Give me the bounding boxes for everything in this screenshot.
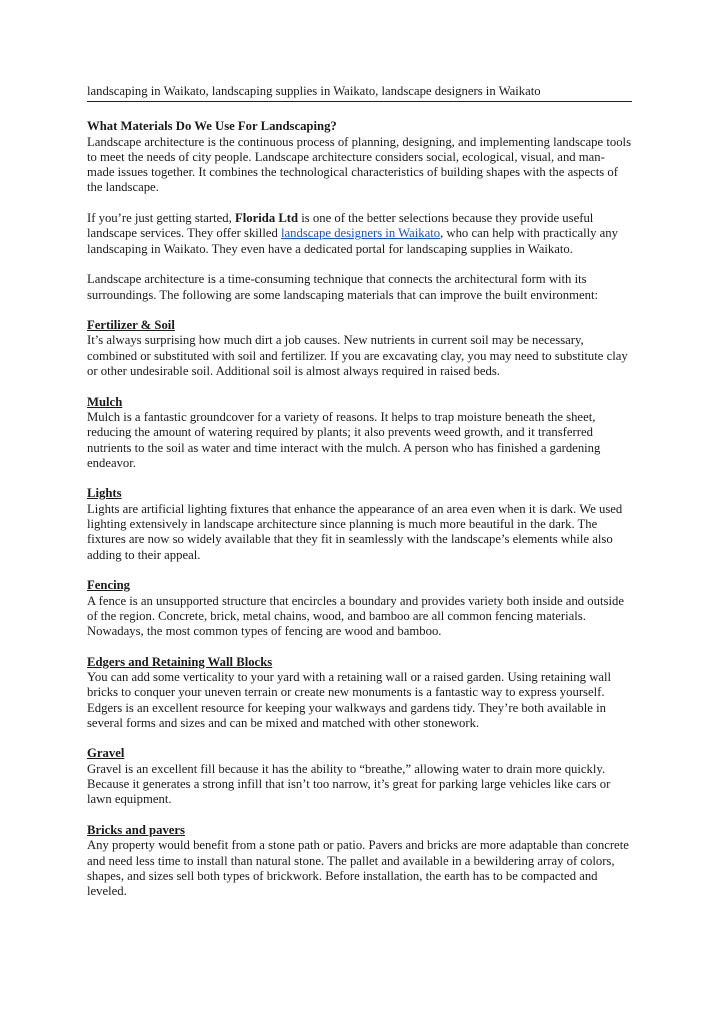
section-mulch [87, 395, 632, 471]
section-body: It’s always surprising how much dirt a job causes. New nutrients in current soil may be necessary, combined or substituted with soil and fertilizer. If you are excavating clay, you may need to substitute clay or other undesirable soil. Additional soil is almost always required in raised beds. [87, 333, 628, 379]
p2-text-middle: is one of the better selections because they provide useful landscape services. They offer skilled [87, 211, 594, 241]
intro-paragraph-2 [87, 211, 632, 257]
p2-text-after: , who can help with practically any landscaping in Waikato. They even have a dedicated portal for landscaping supplies in Waikato. [87, 226, 618, 256]
p2-text-before: If you’re just getting started, [87, 211, 235, 226]
section-body: Gravel is an excellent fill because it has the ability to “breathe,” allowing water to drain more quickly. Because it generates a strong infill that isn’t too narrow, it’s great for parking large vehicles like cars or lawn equipment. [87, 761, 611, 807]
landscape-designers-link[interactable]: landscape designers in Waikato [281, 226, 441, 241]
section-body: Any property would benefit from a stone path or patio. Pavers and bricks are more adaptable than concrete and need less time to install than natural stone. The pallet and available in a bewildering array of colors, shapes, and sizes sell both types of brickwork. Before installation, the earth has to be compacted and leveled. [87, 838, 629, 899]
section-gravel [87, 746, 632, 807]
section-title: Lights [87, 486, 122, 501]
section-title: Fencing [87, 578, 130, 593]
section-fencing [87, 578, 632, 639]
section-title: Gravel [87, 746, 125, 761]
section-title: Fertilizer & Soil [87, 318, 175, 333]
section-bricks-pavers [87, 823, 632, 899]
section-title: Edgers and Retaining Wall Blocks [87, 654, 273, 669]
section-title: Bricks and pavers [87, 822, 185, 837]
section-edgers-retaining-wall [87, 655, 632, 731]
section-body: A fence is an unsupported structure that encircles a boundary and provides variety both inside and outside of the region. Concrete, brick, metal chains, wood, and bamboo are all common fencing materials. Nowadays, the most common types of fencing are wood and bamboo. [87, 593, 624, 639]
intro-paragraph-1: Landscape architecture is the continuous process of planning, designing, and implementing landscape tools to meet the needs of city people. Landscape architecture considers social, ecological, visual, and man-made issues together. It combines the technological characteristics of building shapes with the aspects of the landscape. [87, 134, 632, 195]
intro-heading: What Materials Do We Use For Landscaping? [87, 119, 337, 134]
section-title: Mulch [87, 394, 123, 409]
section-body: Mulch is a fantastic groundcover for a variety of reasons. It helps to trap moisture beneath the sheet, reducing the amount of watering required by plants; it also prevents weed growth, and it transferred nutrients to the soil as water and time interact with the mulch. A person who has finished a gardening endeavor. [87, 409, 601, 470]
section-body: You can add some verticality to your yard with a retaining wall or a raised garden. Using retaining wall bricks to conquer your uneven terrain or create new monuments is a fantastic way to express yourself. Edgers is an excellent resource for keeping your walkways and gardens tidy. They’re both available in several forms and sizes and can be mixed and matched with other stonework. [87, 669, 612, 730]
document-page [87, 84, 632, 915]
intro-paragraph-3: Landscape architecture is a time-consuming technique that connects the architectural form with its surroundings. The following are some landscaping materials that can improve the built environment: [87, 272, 599, 302]
company-name: Florida Ltd [234, 211, 299, 226]
section-body: Lights are artificial lighting fixtures that enhance the appearance of an area even when it is dark. We used lighting extensively in landscape architecture since planning is much more beautiful in the dark. The fixtures are now so widely available that they fit in seamlessly with the landscape’s elements while also adding to their appeal. [87, 501, 623, 562]
section-lights [87, 486, 632, 562]
section-fertilizer-soil [87, 318, 632, 379]
document-header: landscaping in Waikato, landscaping supplies in Waikato, landscape designers in Waikato [87, 84, 632, 102]
